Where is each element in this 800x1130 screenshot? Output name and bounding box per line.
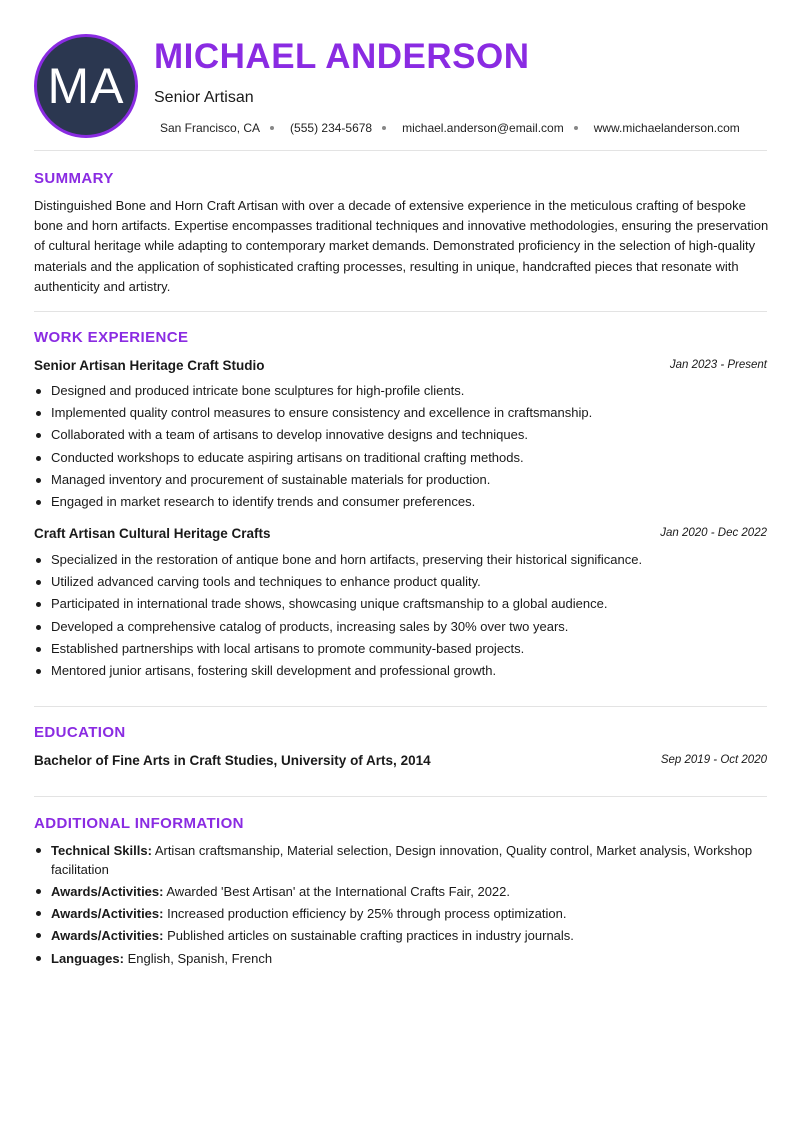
experience-heading: WORK EXPERIENCE	[34, 329, 189, 346]
job-bullet: Collaborated with a team of artisans to develop innovative designs and techniques.	[34, 424, 767, 446]
info-text: Awarded 'Best Artisan' at the International Crafts Fair, 2022.	[163, 884, 510, 899]
job-role: Craft Artisan Cultural Heritage Crafts	[34, 526, 271, 541]
job-bullet: Participated in international trade shows, showcasing unique craftsmanship to a global audience.	[34, 593, 767, 615]
info-label: Awards/Activities:	[51, 906, 164, 921]
avatar	[34, 34, 138, 138]
resume-header	[34, 34, 767, 138]
info-item	[34, 926, 769, 945]
contact-bar	[160, 121, 740, 135]
job-bullet: Mentored junior artisans, fostering skill development and professional growth.	[34, 660, 767, 682]
info-item	[34, 841, 769, 879]
job-header	[34, 358, 767, 376]
job-bullet: Conducted workshops to educate aspiring artisans on traditional crafting methods.	[34, 447, 767, 469]
section-divider	[34, 796, 767, 797]
job-bullet: Engaged in market research to identify trends and consumer preferences.	[34, 491, 767, 513]
info-text: Published articles on sustainable crafting practices in industry journals.	[163, 928, 574, 943]
avatar-initials: MA	[47, 58, 125, 114]
info-label: Awards/Activities:	[51, 928, 164, 943]
info-item	[34, 949, 769, 968]
separator-dot	[270, 126, 274, 130]
section-divider	[34, 150, 767, 151]
job-header	[34, 526, 767, 544]
contact-location: San Francisco, CA	[160, 121, 261, 135]
info-label: Technical Skills:	[51, 843, 152, 858]
candidate-name: MICHAEL ANDERSON	[154, 37, 530, 76]
job-bullets	[34, 549, 767, 682]
summary-text: Distinguished Bone and Horn Craft Artisan with over a decade of extensive experience in the meticulous crafting of bespoke bone and horn artifacts. Expertise encompasses traditional techniques and innovative methodologies, ensuring the preservation of cultural heritage while adapting to contemporary market demands. Demonstrated proficiency in the selection of high-quality materials and the application of sophisticated crafting processes, resulting in unique, handcrafted pieces that resonate with authenticity and artistry.	[34, 198, 769, 294]
job-bullet: Managed inventory and procurement of sustainable materials for production.	[34, 469, 767, 491]
education-date: Sep 2019 - Oct 2020	[660, 754, 767, 766]
info-label: Awards/Activities:	[51, 884, 164, 899]
additional-heading: ADDITIONAL INFORMATION	[34, 815, 244, 832]
education-heading: EDUCATION	[34, 724, 126, 741]
job-bullet: Implemented quality control measures to ensure consistency and excellence in craftsmanship.	[34, 402, 767, 424]
info-text: Artisan craftsmanship, Material selection, Design innovation, Quality control, Market analysis, Workshop facilitation	[51, 843, 753, 877]
info-label: Languages:	[51, 951, 124, 966]
education-degree: Bachelor of Fine Arts in Craft Studies, University of Arts, 2014	[34, 753, 431, 768]
info-item	[34, 882, 769, 901]
job-bullets	[34, 380, 767, 513]
info-text: English, Spanish, French	[123, 951, 273, 966]
job-date: Jan 2023 - Present	[669, 359, 767, 371]
contact-phone: (555) 234-5678	[290, 121, 373, 135]
job-bullet: Utilized advanced carving tools and techniques to enhance product quality.	[34, 571, 767, 593]
job-date: Jan 2020 - Dec 2022	[660, 527, 767, 539]
additional-list	[34, 841, 769, 971]
separator-dot	[574, 126, 578, 130]
job-role: Senior Artisan Heritage Craft Studio	[34, 358, 265, 373]
job-bullet: Designed and produced intricate bone sculptures for high-profile clients.	[34, 380, 767, 402]
job-bullet: Developed a comprehensive catalog of products, increasing sales by 30% over two years.	[34, 616, 767, 638]
candidate-title: Senior Artisan	[154, 89, 254, 106]
info-item	[34, 904, 769, 923]
section-divider	[34, 311, 767, 312]
section-divider	[34, 706, 767, 707]
separator-dot	[382, 126, 386, 130]
contact-website[interactable]: www.michaelanderson.com	[593, 121, 740, 135]
job-bullet: Established partnerships with local artisans to promote community-based projects.	[34, 638, 767, 660]
contact-email[interactable]: michael.anderson@email.com	[402, 121, 564, 135]
info-text: Increased production efficiency by 25% through process optimization.	[163, 906, 567, 921]
job-bullet: Specialized in the restoration of antique bone and horn artifacts, preserving their historical significance.	[34, 549, 767, 571]
summary-heading: SUMMARY	[34, 170, 114, 187]
education-entry	[34, 753, 767, 771]
